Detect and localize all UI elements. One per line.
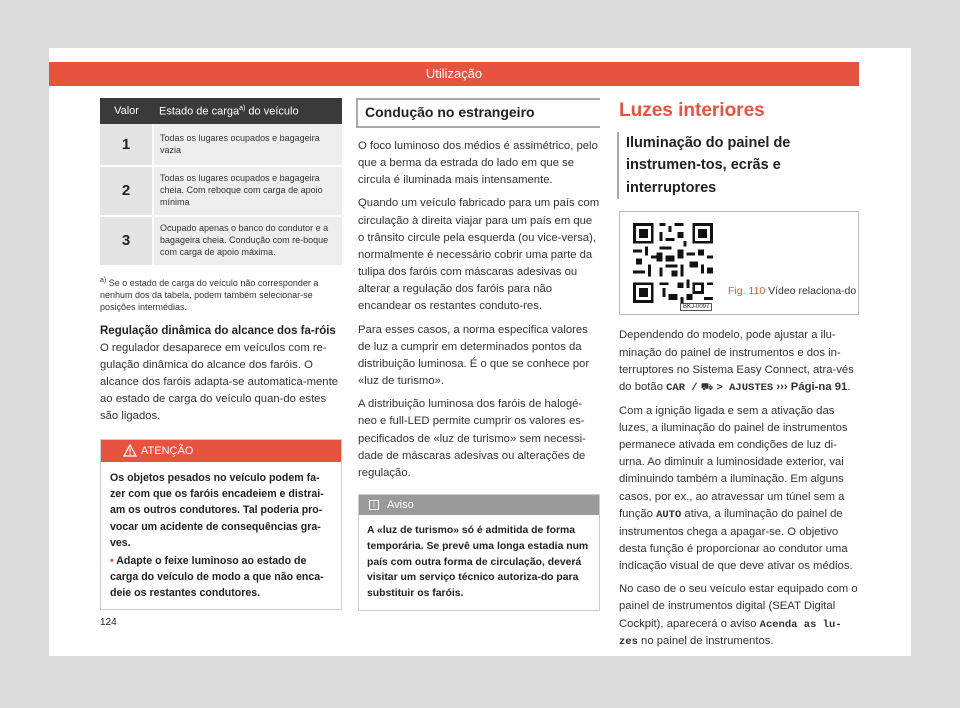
page-number: 124 — [100, 617, 117, 628]
warning-title: ATENÇÃO — [141, 445, 194, 458]
car-button-label: CAR / — [666, 381, 698, 394]
qr-code-icon[interactable] — [628, 220, 718, 306]
notice-box — [358, 494, 600, 611]
load-table — [100, 98, 342, 267]
figure — [619, 211, 859, 315]
warning-icon — [123, 444, 137, 457]
paragraph: A distribuição luminosa dos faróis de halogé-neo e full-LED permite cumprir os valores es-pecificados de «luz de turismo» sem necessi-dade de máscaras adesivas ou alterações de regulação. — [358, 398, 586, 479]
bullet-icon: • — [110, 554, 114, 567]
table-row — [100, 166, 342, 216]
notice-header — [359, 495, 599, 515]
paragraph: No caso de o seu veículo estar equipado com o painel de instrumentos digital (SEAT Digital Cockpit), aparecerá o aviso Acenda as lu-zes no painel de instrumentos. — [619, 583, 858, 649]
notice-body: A «luz de turismo» só é admitida de forma temporária. Se prevê uma longa estadia num país com outra forma de circulação, deverá visitar um serviço técnico autoriza-do para substituir os faróis. — [367, 524, 589, 600]
paragraph: Para esses casos, a norma especifica valores de luz a cumprir em determinados pontos da distribuição luminosa. É o que se conhece por «luz de turismo». — [358, 323, 590, 388]
notice-title: Aviso — [387, 498, 414, 511]
warning-bullet: • Adapte o feixe luminoso ao estado de carga do veículo de modo a que não enca-deie os restantes condutores. — [110, 554, 324, 599]
table-footnote: $^{a)}$ Se o estado de carga do veículo não corresponder a nenhum dos da tabela, podem também selecionar-se posições intermédias. — [100, 277, 319, 313]
warning-body — [101, 462, 341, 609]
row-value: 2 — [100, 166, 153, 216]
section-heading: Condução no estrangeiro — [356, 98, 600, 128]
table-header-load: Estado de carga$^{a)}$ do veículo — [153, 98, 342, 124]
row-text: Ocupado apenas o banco do condutor e a bagageira cheia. Condução com re-boque com carga de apoio máxima. — [153, 216, 342, 266]
warning-box — [100, 439, 342, 610]
figure-caption: Fig. 110 Vídeo relaciona-do — [728, 285, 857, 298]
table-row — [100, 216, 342, 266]
paragraph: O foco luminoso dos médios é assimétrico, pelo que a berma da estrada do lado em que se circula é iluminada mais intensamente. — [358, 140, 598, 187]
warning-text: Os objetos pesados no veículo podem fa-zer com que os faróis encadeiem e distrai-am os outros condutores. Tal poderia pro-vocar um acidente de consequências gra-ves. — [110, 472, 324, 549]
paragraph: Quando um veículo fabricado para um país com circulação à direita viajar para um país em que o trânsito circule pela esquerda (ou vice-versa), normalmente é necessário cobrir uma parte da tulipa dos faróis com máscaras adesivas ou alterar a regulação dos faróis para não encandear os restantes conduto-res. — [358, 197, 600, 313]
table-header-value: Valor — [100, 98, 153, 124]
table-row — [100, 124, 342, 166]
section-heading: Regulação dinâmica do alcance dos fa-róis — [100, 325, 336, 338]
section-heading: Iluminação do painel de instrumen-tos, ecrãs e interruptores — [617, 132, 859, 199]
menu-path: > AJUSTES — [716, 381, 774, 394]
row-text: Todas os lugares ocupados e bagageira vazia — [153, 124, 342, 166]
row-value: 1 — [100, 124, 153, 166]
figure-code: BKJ-0097 — [680, 303, 712, 311]
auto-icon: AUTO — [656, 508, 682, 521]
column-1 — [100, 98, 342, 610]
paragraph: Dependendo do modelo, pode ajustar a ilu-minação do painel de instrumentos e dos in-terruptores no Sistema Easy Connect, atra-vés do botão CAR / ⛟ > AJUSTES ››› Pági-na 91. — [619, 329, 854, 394]
column-3 — [619, 98, 859, 651]
info-icon: i — [369, 500, 379, 510]
row-value: 3 — [100, 216, 153, 266]
display-message: Acenda as lu-zes — [619, 618, 842, 649]
warning-header — [101, 440, 341, 462]
row-text: Todas os lugares ocupados e bagageira cheia. Com reboque com carga de apoio mínima — [153, 166, 342, 216]
paragraph: Com a ignição ligada e sem a ativação das luzes, a iluminação do painel de instrumentos permanece ativada em condições de luz di-urna. Ao diminuir a luminosidade exterior, vai diminuindo também a iluminação. Em alguns casos, por ex., ao atravessar um túnel sem a função AUTO ativa, a iluminação do painel de instrumentos chega a apagar-se. O objetivo desta função é proporcionar ao condutor uma indicação visual de que deve ativar os médios. — [619, 404, 853, 573]
car-icon: ⛟ — [700, 381, 714, 393]
page-header: Utilização — [49, 62, 859, 86]
page-reference[interactable]: ››› Pági-na 91 — [776, 380, 848, 393]
column-2 — [358, 98, 600, 611]
paragraph: O regulador desaparece em veículos com re-gulação dinâmica do alcance dos faróis. O alcance dos faróis adapta-se automatica-mente ao estado de carga do veículo quan-do estes são ligados. — [100, 341, 338, 423]
chapter-title: Luzes interiores — [619, 100, 765, 121]
